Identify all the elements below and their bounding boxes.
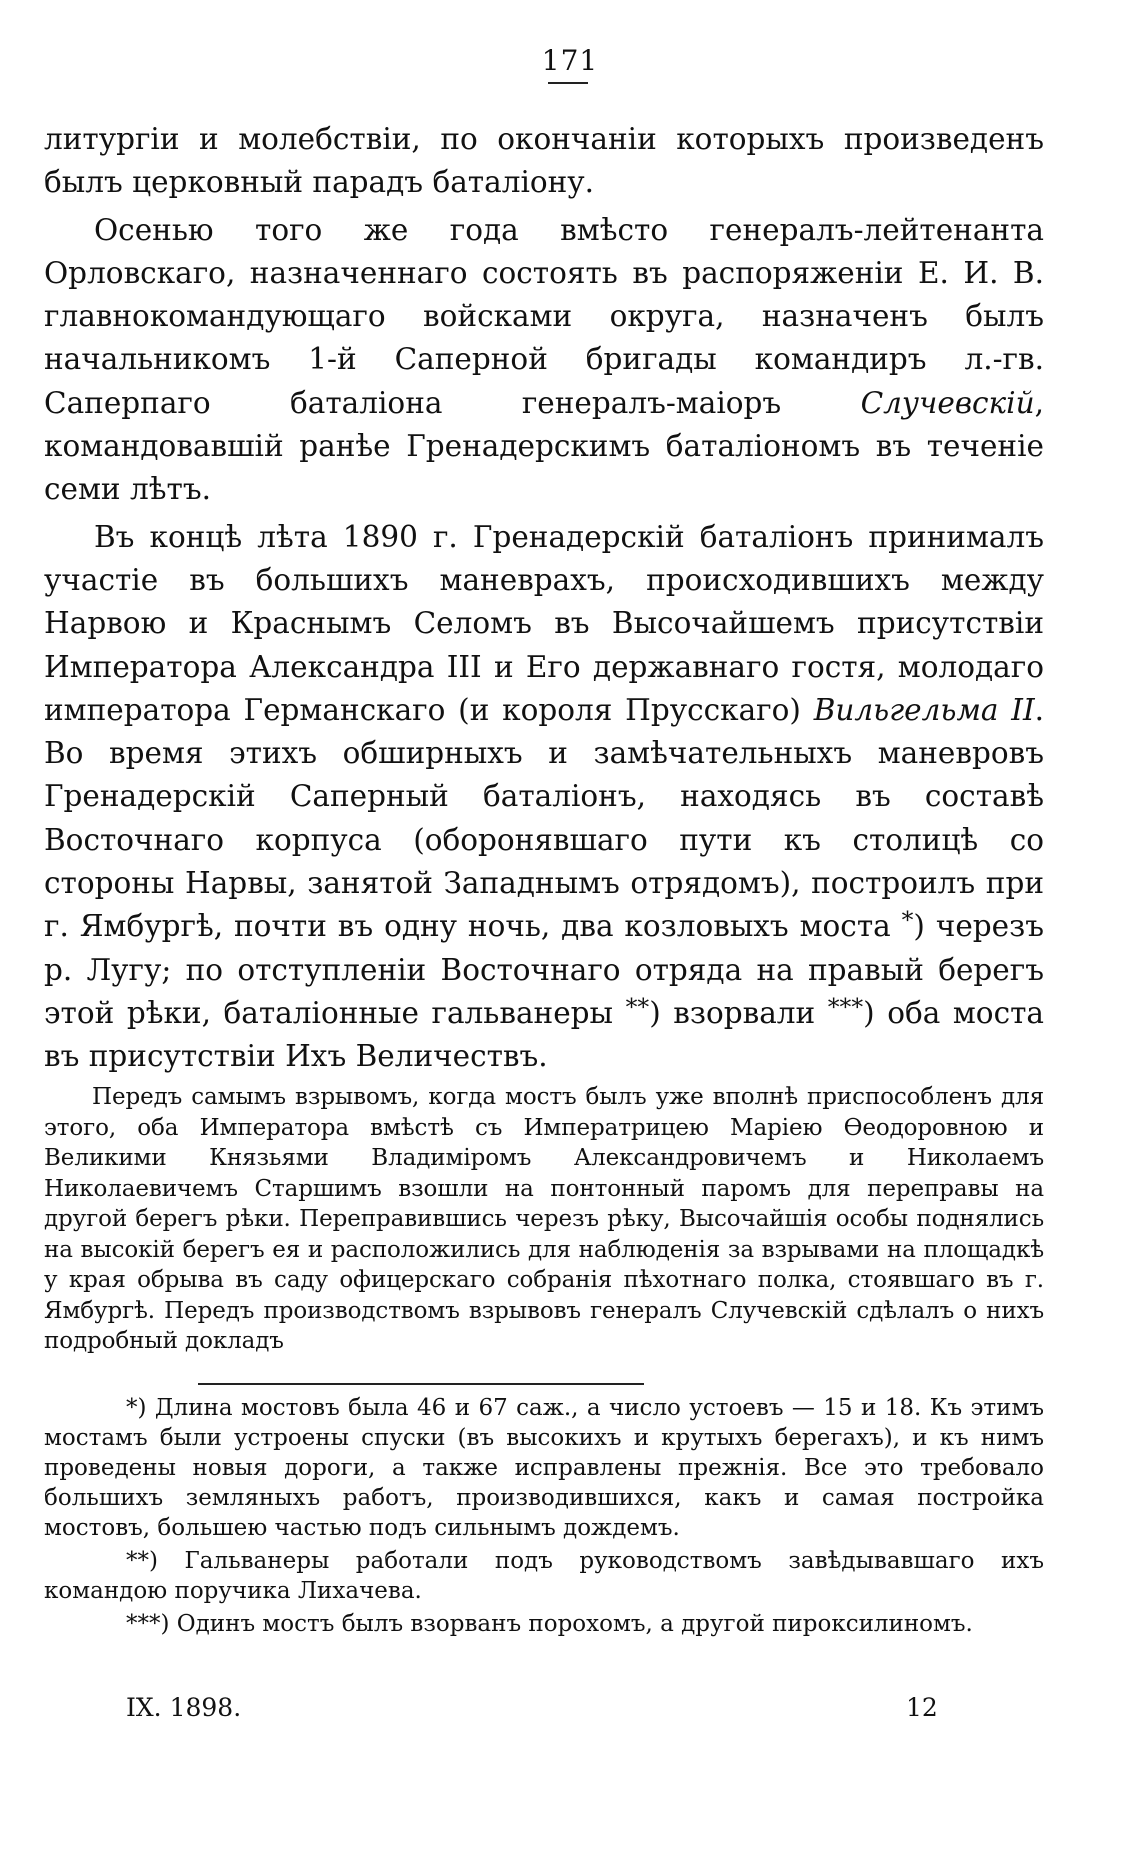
main-text (44, 118, 1044, 1079)
footnote-separator (198, 1383, 644, 1385)
footnote-1: *) Длина мостовъ была 46 и 67 саж., а число устоевъ — 15 и 18. Къ этимъ мостамъ были устроены спуски (въ высокихъ и крутыхъ берегахъ), и къ нимъ проведены новыя дороги, а также исправлены прежнія. Все это требовало большихъ земляныхъ работъ, производившихся, какъ и самая постройка мостовъ, большею частью подъ сильнымъ дождемъ. (44, 1395, 1044, 1541)
italic-name-wilhelm: Вильгельма II (813, 692, 1035, 727)
footnote-3: ***) Одинъ мостъ былъ взорванъ порохомъ, а другой пироксилиномъ. (126, 1611, 973, 1637)
italic-name-sluchevsky: Случевскій (860, 385, 1035, 420)
footnotes (44, 1393, 1044, 1642)
main-paragraph-2: Осенью того же года вмѣсто генералъ-лейтенанта Орловскаго, назначеннаго состоять въ распоряженіи Е. И. В. главнокомандующаго войсками округа, назначенъ былъ начальникомъ 1-й Саперной бригады командиръ л.-гв. Саперпаго баталіона генералъ-маіоръ Случевскій, командовавшій ранѣе Гренадерскимъ баталіономъ въ теченіе семи лѣтъ. (44, 212, 1044, 507)
main-paragraph-1: литургіи и молебствіи, по окончаніи которыхъ произведенъ былъ церковный парадъ баталіону. (44, 122, 1044, 200)
sheet-number: 12 (906, 1693, 938, 1722)
footnote-2: **) Гальванеры работали подъ руководствомъ завѣдывавшаго ихъ командою поручика Лихачева. (44, 1548, 1044, 1604)
signature-mark: IX. 1898. (126, 1693, 242, 1722)
note-paragraph (44, 1082, 1044, 1357)
note-text: Передъ самымъ взрывомъ, когда мостъ былъ уже вполнѣ приспособленъ для этого, оба Императора вмѣстѣ съ Императрицею Маріею Ѳеодоровною и Великими Князьями Владиміромъ Александровичемъ и Николаемъ Николаевичемъ Старшимъ взошли на понтонный паромъ для переправы на другой берегъ рѣки. Переправившись черезъ рѣку, Высочайшія особы поднялись на высокій берегъ ея и расположились для наблюденія за взрывами на площадкѣ у края обрыва въ саду офицерскаго собранія пѣхотнаго полка, стоявшаго въ г. Ямбургѣ. Передъ производствомъ взрывовъ генералъ Случевскій сдѣлалъ о нихъ подробный докладъ (44, 1084, 1044, 1354)
main-paragraph-3: Въ концѣ лѣта 1890 г. Гренадерскій баталіонъ принималъ участіе въ большихъ маневрахъ, происходившихъ между Нарвою и Краснымъ Селомъ въ Высочайшемъ присутствіи Императора Александра III и Его державнаго гостя, молодаго императора Германскаго (и короля Прусскаго) Вильгельма II. Во время этихъ обширныхъ и замѣчательныхъ маневровъ Гренадерскій Саперный баталіонъ, находясь въ составѣ Восточнаго корпуса (оборонявшаго пути къ столицѣ со стороны Нарвы, занятой Западнымъ отрядомъ), построилъ при г. Ямбургѣ, почти въ одну ночь, два козловыхъ моста *) черезъ р. Лугу; по отступленіи Восточнаго отряда на правый берегъ этой рѣки, баталіонные гальванеры **) взорвали ***) оба моста въ присутствіи Ихъ Величествъ. (44, 519, 1044, 1074)
page-number: 171 (541, 44, 599, 77)
page-number-rule (548, 82, 588, 84)
